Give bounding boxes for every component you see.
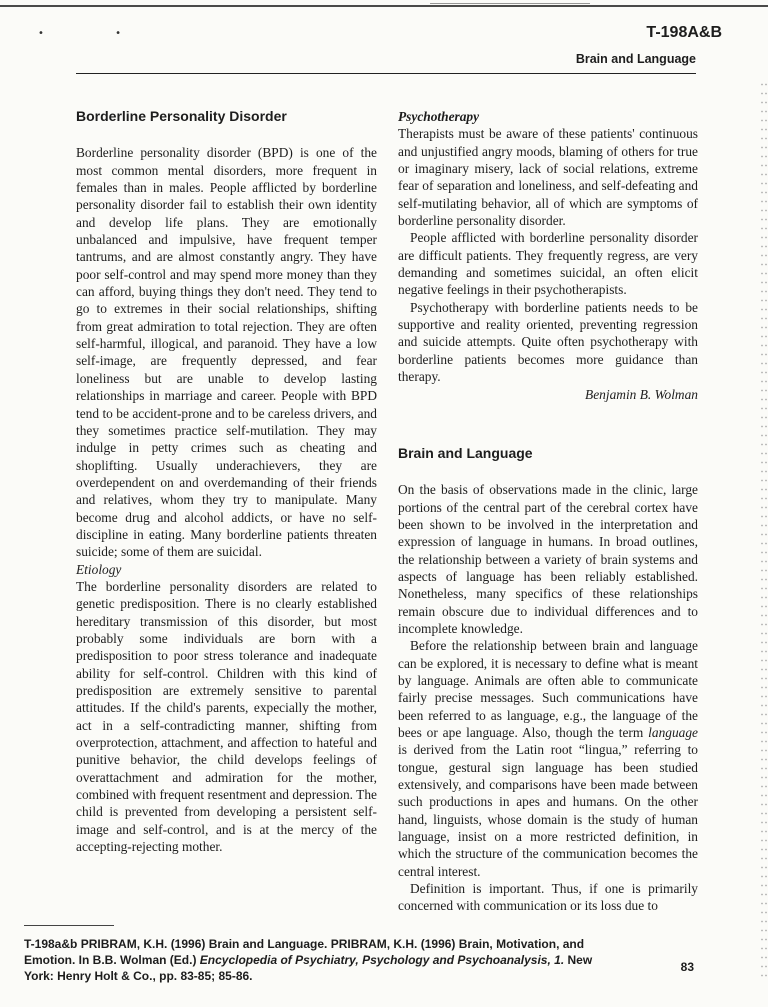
header-rule [76, 73, 696, 74]
left-column [76, 108, 377, 855]
psychotherapy-paragraph-3: Psychotherapy with borderline patients needs to be supportive and reality oriented, preventing regression and suicide attempts. Quite often psychotherapy with borderline patients becomes more guidance than therapy. [398, 299, 698, 385]
citation-block [24, 936, 604, 984]
top-border-rule [0, 5, 768, 7]
etiology-paragraph: The borderline personality disorders are related to genetic predisposition. There is no clearly established hereditary transmission of this disorder, but most probably some individuals are born with a predisposition to poor stress tolerance and inadequate ability for self-control. Children with this kind of predisposition are extremely sensitive to parental attitudes. If the child's parents, expecially the mother, act in a self-contradicting manner, shifting from overprotection, attachment, and affection to hateful and punitive behavior, the child develops feelings of overattachment and admiration for the mother, combined with frequent resentment and depression. The child is prevented from developing a persistent self-image and self-control, and is at the mercy of the accepting-rejecting mother. [76, 578, 377, 855]
citation-part-a: T-198a&b PRIBRAM, K.H. (1996) Brain and Language. PRIBRAM, K.H. (1996) Brain, Motivation, and Emotion. In B.B. Wolman (Ed.) [24, 937, 585, 967]
brain-language-paragraph-3: Definition is important. Thus, if one is primarily concerned with communication or its loss due to [398, 881, 698, 914]
psychotherapy-heading: Psychotherapy [398, 109, 480, 124]
section-heading-bpd: Borderline Personality Disorder [76, 108, 287, 124]
footer-rule [24, 925, 114, 926]
page-number: 83 [680, 960, 694, 974]
running-head: Brain and Language [575, 52, 696, 66]
italic-term-language: language [648, 725, 698, 740]
right-column [398, 108, 698, 915]
paragraph-2-part-b: is derived from the Latin root “lingua,” referring to tongue, gestural sign language has been studied extensively, and comparisons have been made between such productions in apes and humans. On the other hand, linguists, whose domain is the study of human language, insist on a more restricted definition, in which the structure of the communication becomes the central interest. [398, 742, 698, 879]
paragraph-2-part-a: Before the relationship between brain and language can be explored, it is necessary to define what is meant by language. Animals are often able to communicate fairly precise messages. Such communications have been referred to as language, e.g., the language of the bees or ape language. Also, though the term [398, 638, 698, 740]
citation-title: Encyclopedia of Psychiatry, Psychology and Psychoanalysis, 1. [199, 953, 565, 967]
citation-part-b: New York: Henry Holt & Co., pp. 83-85; 85-86. [24, 953, 593, 983]
author-signature: Benjamin B. Wolman [585, 386, 698, 402]
top-border-rule-secondary [430, 3, 590, 4]
brain-language-paragraph-1: On the basis of observations made in the clinic, large portions of the central part of the cerebral cortex have been shown to be involved in the interpretation and expression of language in humans. In broad outlines, the relationship between a variety of brain systems and aspects of language has been reliably established. Nonetheless, many specifics of these relationships remain obscure due to individual differences and to incomplete knowledge. [398, 482, 698, 636]
psychotherapy-paragraph-1: Therapists must be aware of these patients' continuous and unjustified angry moods, blaming of others for true or imaginary misery, lack of social relations, extreme fear of separation and loneliness, and self-defeating and self-mutilating behavior, all of which are symptoms of borderline personality disorder. [398, 126, 698, 229]
psychotherapy-paragraph-2: People afflicted with borderline personality disorder are difficult patients. They frequently regress, are very demanding and sometimes suicidal, an often elicit negative feelings in their psychotherapists. [398, 230, 698, 298]
document-code: T-198A&B [646, 24, 722, 41]
bpd-intro-paragraph: Borderline personality disorder (BPD) is one of the most common mental disorders, more frequent in females than in males. People afflicted by borderline personality disorder fail to establish their own identity and develop life plans. They are emotionally unbalanced and impulsive, have frequent temper tantrums, and are almost constantly angry. They have poor self-control and may spend more money than they can afford, buying things they don't need. They tend to go to extremes in their social relationships, shifting from great admiration to total rejection. They are often self-harmful, illogical, and paranoid. They have a low self-image, are frequently depressed, and fear loneliness but are unable to develop lasting relationships in marriage and career. People with BPD tend to be accident-prone and to be careless drivers, and they sometimes practice self-mutilation. They may indulge in petty crimes such as cheating and shoplifting. Usually underachievers, they are overdependent on and overdemanding of their friends and relatives, whom they try to manipulate. Many become drug and alcohol addicts, or have no self-discipline in eating. Many borderline patients threaten suicide; some of them are suicidal. [76, 145, 377, 560]
etiology-heading: Etiology [76, 561, 122, 577]
brain-language-paragraph-2 [398, 637, 698, 880]
section-heading-brain-language: Brain and Language [398, 444, 533, 461]
scan-edge-noise [760, 80, 768, 980]
scan-specks: • • [38, 28, 155, 39]
